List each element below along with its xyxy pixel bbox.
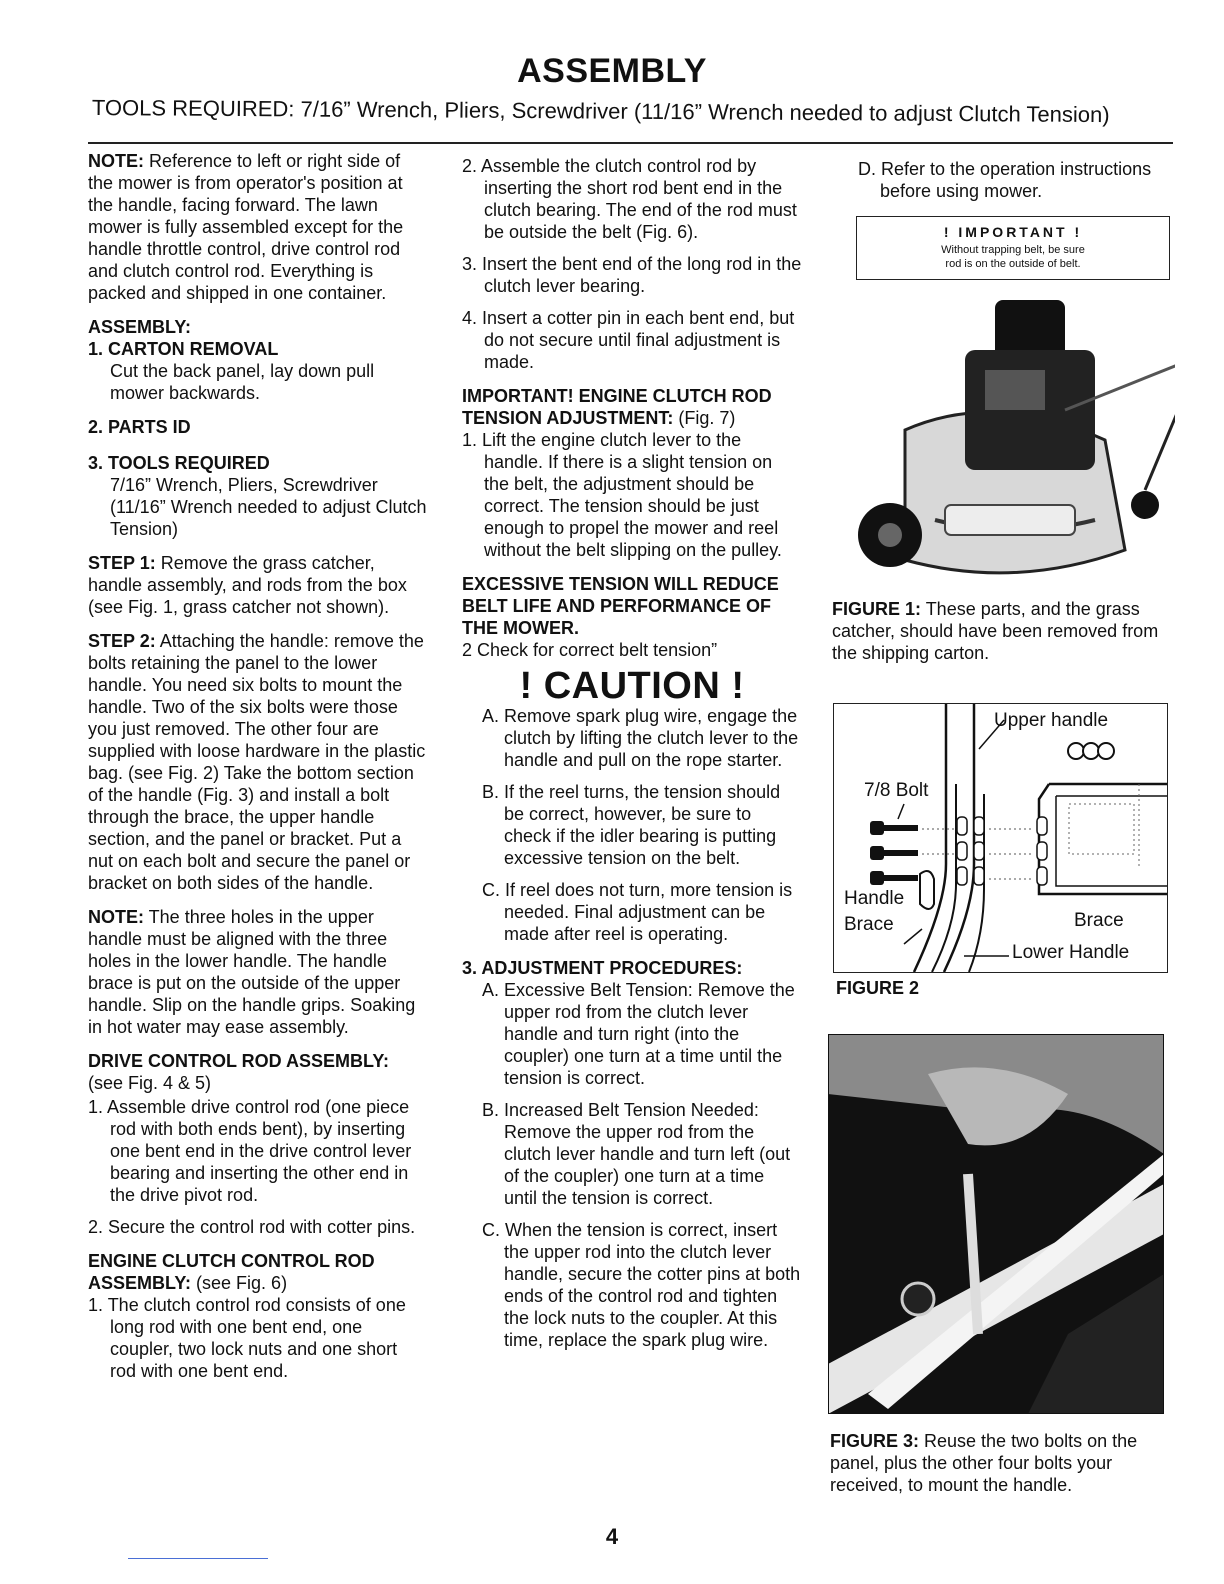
important-tension-heading	[462, 385, 802, 429]
step1-text: Remove the grass catcher, handle assembly, and rods from the box (see Fig. 1, grass catcher not shown).	[88, 553, 407, 617]
note2-label: NOTE:	[88, 907, 144, 927]
engine-clutch-heading-text: ENGINE CLUTCH CONTROL ROD ASSEMBLY:	[88, 1251, 375, 1293]
carton-removal-heading: 1. CARTON REMOVAL	[88, 339, 279, 359]
tension-list	[462, 429, 802, 561]
tools-required-line: TOOLS REQUIRED: 7/16” Wrench, Pliers, Screwdriver (11/16” Wrench needed to adjust Clutch Tension)	[91, 95, 1110, 128]
list-item: B. If the reel turns, the tension should be correct, however, be sure to check if the idler bearing is putting excessive tension on the belt.	[482, 782, 781, 868]
refer-instructions: D. Refer to the operation instructions before using mower.	[858, 159, 1152, 201]
important-box	[856, 216, 1170, 280]
tools-required-text: 7/16” Wrench, Pliers, Screwdriver (11/16” Wrench needed to adjust Clutch Tension)	[110, 475, 427, 539]
figure3-caption-text: Reuse the two bolts on the panel, plus the other four bolts your received, to mount the handle.	[830, 1431, 1138, 1495]
excessive-tension-warning: EXCESSIVE TENSION WILL REDUCE BELT LIFE AND PERFORMANCE OF THE MOWER.	[462, 574, 779, 638]
figure2-label-upper-handle: Upper handle	[994, 710, 1109, 731]
list-item: 1. The clutch control rod consists of one long rod with one bent end, one coupler, two lock nuts and one short rod with one bent end.	[88, 1295, 406, 1381]
list-item: 1. Lift the engine clutch lever to the handle. If there is a slight tension on the belt, the adjustment should be correct. The tension should be just enough to propel the mower and reel without the belt slipping on the pulley.	[462, 430, 782, 560]
note-text: Reference to left or right side of the mower is from operator's position at the handle, facing forward. The lawn mower is fully assembled except for the handle throttle control, drive control rod and clutch control rod. Everything is packed and shipped in one container.	[88, 151, 404, 303]
engine-clutch-list	[88, 1294, 428, 1382]
engine-clutch-see: (see Fig. 6)	[191, 1273, 288, 1293]
note-paragraph	[88, 150, 428, 304]
step1-paragraph	[88, 552, 428, 618]
caution-heading: ! CAUTION !	[519, 665, 745, 707]
note2-paragraph	[88, 906, 428, 1038]
figure3-label: FIGURE 3:	[830, 1431, 920, 1451]
list-item: C. If reel does not turn, more tension is needed. Final adjustment can be made after reel is operating.	[482, 880, 793, 944]
figure1-label: FIGURE 1:	[832, 599, 922, 619]
carton-removal-text: Cut the back panel, lay down pull mower backwards.	[110, 361, 375, 403]
important-box-line2: rod is on the outside of belt.	[945, 258, 1081, 270]
bottom-rule	[128, 1558, 268, 1559]
important-tension-fig: (Fig. 7)	[673, 408, 736, 428]
adjustment-heading: 3. ADJUSTMENT PROCEDURES:	[462, 958, 743, 978]
figure2-label-lower-handle: Lower Handle	[1012, 942, 1130, 963]
clutch-steps-list	[462, 155, 802, 373]
assembly-heading: ASSEMBLY:	[88, 317, 192, 337]
list-item: B. Increased Belt Tension Needed: Remove the upper rod from the clutch lever handle and turn left (out of the coupler) one turn at a time until the tension is correct.	[482, 1100, 791, 1208]
caution-list	[482, 705, 802, 945]
figure1-mower-photo	[845, 290, 1175, 590]
step2-text: Attaching the handle: remove the bolts retaining the panel to the lower handle. You need six bolts to mount the handle. Two of the six bolts were those you just removed. The other four are supplied with loose hardware in the plastic bag. (see Fig. 2) Take the bottom section of the handle (Fig. 3) and install a bolt through the brace, the upper handle section, and the panel or bracket. Put a nut on each bolt and secure the panel or bracket on both sides of the handle.	[88, 631, 426, 893]
list-item: A. Remove spark plug wire, engage the clutch by lifting the clutch lever to the handle and pull on the rope starter.	[482, 706, 799, 770]
figure2-label-handle: Handle	[844, 888, 905, 909]
figure2-label-brace-right: Brace	[1074, 910, 1124, 931]
list-item: 2. Assemble the clutch control rod by inserting the short rod bent end in the clutch bearing. The end of the rod must be outside the belt (Fig. 6).	[462, 156, 797, 242]
figure1-caption	[832, 598, 1170, 664]
figure3-handle-photo	[828, 1034, 1164, 1414]
figure3-caption	[830, 1430, 1168, 1496]
page-number: 4	[605, 1524, 619, 1549]
list-item: A. Excessive Belt Tension: Remove the upper rod from the clutch lever handle and turn right (into the coupler) one turn at a time until the tension is correct.	[482, 980, 795, 1088]
step2-label: STEP 2:	[88, 631, 156, 651]
tools-required-heading: 3. TOOLS REQUIRED	[88, 453, 270, 473]
figure2-label-brace-left: Brace	[844, 914, 894, 935]
column-left	[88, 150, 428, 1394]
important-tension-heading-text: IMPORTANT! ENGINE CLUTCH ROD TENSION ADJUSTMENT:	[462, 386, 772, 428]
figure1-caption-text: These parts, and the grass catcher, should have been removed from the shipping carton.	[832, 599, 1159, 663]
parts-id-heading: 2. PARTS ID	[88, 417, 191, 437]
important-box-title: ! IMPORTANT !	[943, 224, 1083, 240]
column-right	[832, 158, 1170, 280]
drive-control-heading: DRIVE CONTROL ROD ASSEMBLY:	[88, 1051, 390, 1071]
engine-clutch-heading	[88, 1250, 428, 1294]
step1-label: STEP 1:	[88, 553, 156, 573]
drive-control-list	[88, 1096, 428, 1238]
step2-paragraph	[88, 630, 428, 894]
adjustment-list	[482, 979, 802, 1351]
drive-control-see: (see Fig. 4 & 5)	[88, 1073, 212, 1093]
column-middle	[462, 155, 802, 1363]
figure2-caption: FIGURE 2	[836, 978, 920, 998]
page-title: ASSEMBLY	[517, 52, 707, 90]
figure2-label-bolt: 7/8 Bolt	[864, 780, 929, 801]
list-item: 2. Secure the control rod with cotter pins.	[88, 1217, 416, 1237]
list-item: C. When the tension is correct, insert the upper rod into the clutch lever handle, secure the cotter pins at both ends of the control rod and tighten the lock nuts to the coupler. At this time, replace the spark plug wire.	[482, 1220, 801, 1350]
list-item: 4. Insert a cotter pin in each bent end, but do not secure until final adjustment is made.	[462, 308, 795, 372]
figure2-diagram	[833, 703, 1168, 973]
note-label: NOTE:	[88, 151, 144, 171]
important-box-line1: Without trapping belt, be sure	[941, 244, 1085, 256]
list-item: 3. Insert the bent end of the long rod in the clutch lever bearing.	[462, 254, 802, 296]
note2-text: The three holes in the upper handle must be aligned with the three holes in the lower handle. The handle brace is put on the outside of the upper handle. Slip on the handle grips. Soaking in hot water may ease assembly.	[88, 907, 416, 1037]
header-divider	[88, 142, 1173, 144]
list-item: 1. Assemble drive control rod (one piece rod with both ends bent), by inserting one bent end in the drive control lever bearing and inserting the other end in the drive pivot rod.	[88, 1097, 412, 1205]
check-tension-text: 2 Check for correct belt tension”	[462, 640, 718, 660]
